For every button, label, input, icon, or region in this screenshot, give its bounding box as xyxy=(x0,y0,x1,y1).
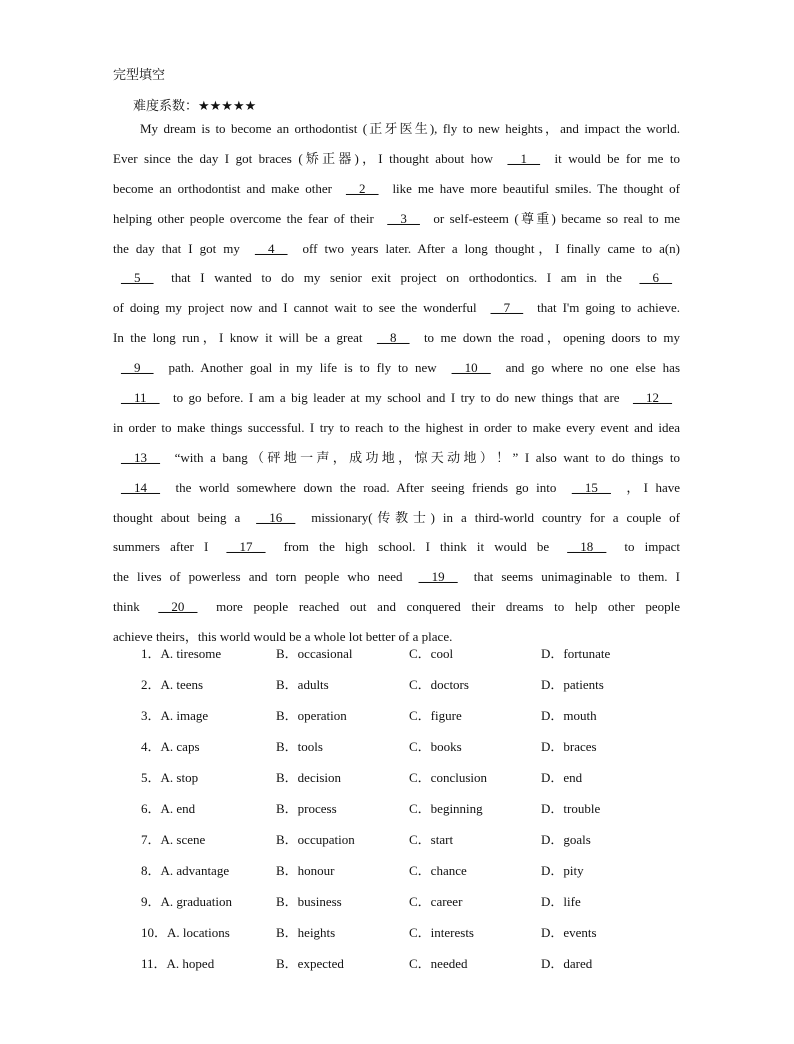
passage-line xyxy=(113,536,680,566)
passage-text: Ever since the day I got braces (矫正器)，I thought about how xyxy=(113,150,494,166)
option-b: B．process xyxy=(276,801,337,816)
difficulty-rating: 难度系数：★★★★★ xyxy=(133,99,257,114)
option-a xyxy=(141,891,232,913)
answer-blank: __18__ xyxy=(567,539,607,555)
passage-line xyxy=(113,447,680,477)
option-d: D．patients xyxy=(541,677,604,692)
option-a xyxy=(141,829,205,851)
answer-blank: __6__ xyxy=(639,270,673,286)
passage-text: missionary(传教士) in a third-world country for a couple of xyxy=(311,509,681,525)
question-options-row xyxy=(141,953,661,984)
passage-line xyxy=(113,507,680,537)
passage-line xyxy=(113,417,680,447)
option-a xyxy=(141,798,195,820)
question-options-row xyxy=(141,798,661,829)
answer-blank: __12__ xyxy=(633,390,672,406)
question-number: 3． xyxy=(141,708,161,723)
option-a-text: A. scene xyxy=(160,832,206,847)
option-d: D．end xyxy=(541,770,583,785)
answer-blank: __16__ xyxy=(256,509,296,525)
option-b: B．operation xyxy=(276,708,347,723)
option-c: C．interests xyxy=(409,925,474,940)
passage-text: ，I have xyxy=(626,479,681,495)
option-a xyxy=(141,705,208,727)
option-d: D．trouble xyxy=(541,801,601,816)
option-c: C．beginning xyxy=(409,801,483,816)
passage-line xyxy=(113,387,680,417)
answer-blank: __9__ xyxy=(121,360,154,376)
passage-line xyxy=(113,238,680,268)
question-number: 1． xyxy=(141,646,161,661)
option-b: B．occupation xyxy=(276,832,355,847)
section-title: 完型填空 xyxy=(113,68,166,83)
option-a xyxy=(141,860,229,882)
passage-text: in order to make things successful. I try to reach to the highest in order to make every event and idea xyxy=(113,419,680,435)
answer-blank: __20__ xyxy=(158,599,198,615)
option-a xyxy=(141,767,198,789)
passage-text: from the high school. I think it would be xyxy=(283,539,550,555)
question-options-row xyxy=(141,829,661,860)
passage-text: to impact xyxy=(624,539,681,555)
answer-blank: __5__ xyxy=(121,270,154,286)
option-b: B．expected xyxy=(276,956,344,971)
passage-text: that seems unimaginable to them. I xyxy=(473,569,681,585)
option-a-text: A. teens xyxy=(160,677,204,692)
passage-line xyxy=(113,148,680,178)
option-a-text: A. advantage xyxy=(160,863,230,878)
passage-text: path. Another goal in my life is to fly to new xyxy=(168,360,437,376)
cloze-passage xyxy=(113,118,680,656)
option-d: D．life xyxy=(541,894,581,909)
option-c: C．conclusion xyxy=(409,770,487,785)
option-d: D．events xyxy=(541,925,597,940)
option-d: D．dared xyxy=(541,956,593,971)
passage-line xyxy=(113,297,680,327)
question-options-row xyxy=(141,860,661,891)
question-options-row xyxy=(141,674,661,705)
passage-text: achieve theirs，this world would be a whole lot better of a place. xyxy=(113,629,453,645)
passage-line xyxy=(113,118,680,148)
option-d: D．pity xyxy=(541,863,584,878)
option-b: B．decision xyxy=(276,770,341,785)
passage-text: My dream is to become an orthodontist (正牙医生), fly to new heights，and impact the world. xyxy=(140,121,680,136)
option-b: B．business xyxy=(276,894,342,909)
option-d: D．mouth xyxy=(541,708,597,723)
option-a xyxy=(141,643,221,665)
passage-line xyxy=(113,267,680,297)
passage-line xyxy=(113,178,680,208)
passage-text: to me down the road，opening doors to my xyxy=(423,330,681,346)
passage-text: that I'm going to achieve. xyxy=(537,300,681,316)
question-number: 5． xyxy=(141,770,161,785)
answer-blank: __2__ xyxy=(345,180,379,196)
passage-text: think xyxy=(113,599,140,615)
answer-blank: __14__ xyxy=(121,479,160,495)
question-options-row xyxy=(141,705,661,736)
option-a xyxy=(141,674,203,696)
passage-text: more people reached out and conquered their dreams to help other people xyxy=(216,599,681,615)
passage-text: “with a bang（砰地一声，成功地，惊天动地）！” I also want to do things to xyxy=(174,449,680,465)
passage-text: helping other people overcome the fear of their xyxy=(113,210,374,226)
question-number: 4． xyxy=(141,739,161,754)
passage-text: the lives of powerless and torn people who need xyxy=(113,569,403,585)
question-number: 11． xyxy=(141,956,167,971)
answer-blank: __4__ xyxy=(254,240,288,256)
passage-text: and go where no one else has xyxy=(505,360,681,376)
option-c: C．figure xyxy=(409,708,462,723)
question-options-row xyxy=(141,736,661,767)
question-number: 10． xyxy=(141,925,168,940)
passage-text: that I wanted to do my senior exit project on orthodontics. I am in the xyxy=(171,270,622,286)
option-a-text: A. caps xyxy=(160,739,200,754)
question-options-row xyxy=(141,922,661,953)
passage-text: or self-esteem (尊重) became so real to me xyxy=(433,210,680,226)
option-b: B．honour xyxy=(276,863,335,878)
passage-line xyxy=(113,477,680,507)
passage-text: the world somewhere down the road. After seeing friends go into xyxy=(175,479,557,495)
answer-blank: __1__ xyxy=(507,150,541,166)
option-b: B．occasional xyxy=(276,646,353,661)
option-c: C．doctors xyxy=(409,677,469,692)
option-a xyxy=(141,953,214,975)
option-c: C．start xyxy=(409,832,454,847)
option-b: B．adults xyxy=(276,677,329,692)
option-a-text: A. image xyxy=(160,708,209,723)
passage-text: of doing my project now and I cannot wait to see the wonderful xyxy=(113,300,477,316)
answer-blank: __3__ xyxy=(387,210,420,226)
option-a-text: A. locations xyxy=(167,925,230,940)
passage-text: like me have more beautiful smiles. The thought of xyxy=(392,180,680,196)
passage-line xyxy=(113,208,680,238)
option-c: C．books xyxy=(409,739,462,754)
option-d: D．braces xyxy=(541,739,597,754)
option-b: B．heights xyxy=(276,925,336,940)
passage-line xyxy=(113,357,680,387)
passage-line xyxy=(113,327,680,357)
answer-blank: __8__ xyxy=(376,330,410,346)
option-c: C．cool xyxy=(409,646,454,661)
answer-blank: __17__ xyxy=(226,539,266,555)
question-number: 8． xyxy=(141,863,161,878)
passage-text: off two years later. After a long thought，I finally came to a(n) xyxy=(302,240,681,256)
question-number: 2． xyxy=(141,677,161,692)
answer-blank: __11__ xyxy=(121,390,160,406)
passage-line xyxy=(113,566,680,596)
option-a-text: A. end xyxy=(160,801,196,816)
option-a xyxy=(141,736,200,758)
option-a xyxy=(141,922,230,944)
answer-blank: __10__ xyxy=(451,360,491,376)
passage-text: become an orthodontist and make other xyxy=(113,180,332,196)
option-d: D．fortunate xyxy=(541,646,611,661)
option-a-text: A. hoped xyxy=(166,956,215,971)
option-a-text: A. stop xyxy=(160,770,199,785)
question-options-row xyxy=(141,891,661,922)
question-options-row xyxy=(141,767,661,798)
passage-text: the day that I got my xyxy=(113,240,240,256)
passage-text: In the long run，I know it will be a great xyxy=(113,330,363,346)
passage-text: to go before. I am a big leader at my school and I try to do new things that are xyxy=(172,390,620,406)
option-c: C．career xyxy=(409,894,463,909)
passage-line xyxy=(113,596,680,626)
answer-blank: __19__ xyxy=(418,569,458,585)
option-b: B．tools xyxy=(276,739,323,754)
answer-blank: __7__ xyxy=(490,300,524,316)
passage-text: summers after I xyxy=(113,539,209,555)
question-options-row xyxy=(141,643,661,674)
option-a-text: A. graduation xyxy=(160,894,232,909)
question-number: 6． xyxy=(141,801,161,816)
option-d: D．goals xyxy=(541,832,591,847)
answer-blank: __13__ xyxy=(121,449,160,465)
question-number: 7． xyxy=(141,832,161,847)
option-a-text: A. tiresome xyxy=(160,646,222,661)
answer-options xyxy=(141,643,661,984)
option-c: C．chance xyxy=(409,863,467,878)
passage-text: it would be for me to xyxy=(554,150,681,166)
question-number: 9． xyxy=(141,894,161,909)
option-c: C．needed xyxy=(409,956,468,971)
answer-blank: __15__ xyxy=(571,479,611,495)
passage-text: thought about being a xyxy=(113,509,241,525)
